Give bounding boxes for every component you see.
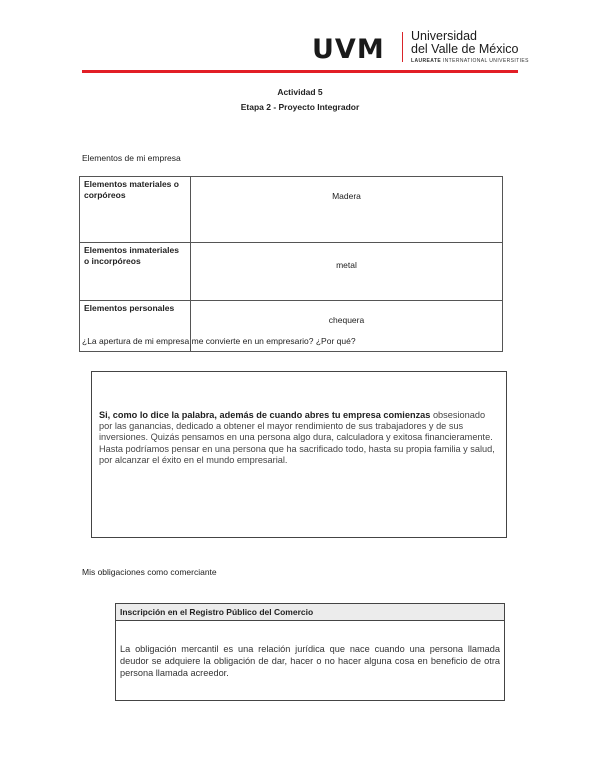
table-row bbox=[80, 177, 503, 243]
question-label: ¿La apertura de mi empresa me convierte en un empresario? ¿Por qué? bbox=[82, 336, 356, 346]
obligations-body: La obligación mercantil es una relación jurídica que nace cuando una persona llamada deudor se adquiere la obligación de dar, hacer o no hacer alguna cosa en beneficio de otra persona llamada acreedor. bbox=[120, 644, 500, 678]
logo-divider bbox=[402, 32, 403, 62]
logo-mark: UVM bbox=[312, 34, 385, 65]
obligations-box bbox=[115, 603, 505, 701]
answer-bold-text: Si, como lo dice la palabra, además de cuando abres tu empresa comienzas bbox=[99, 410, 431, 420]
obligations-heading: Inscripción en el Registro Público del Comercio bbox=[116, 604, 504, 621]
answer-box bbox=[91, 371, 507, 538]
header-rule bbox=[82, 70, 518, 73]
row-value: Madera bbox=[191, 177, 503, 243]
row-key: Elementos materiales o corpóreos bbox=[80, 177, 191, 243]
elements-table bbox=[79, 176, 503, 352]
document-subtitle: Etapa 2 - Proyecto Integrador bbox=[240, 102, 360, 112]
logo-university-name: Universidad del Valle de México bbox=[411, 29, 519, 56]
row-key: Elementos inmateriales o incorpóreos bbox=[80, 243, 191, 301]
section-label-obligations: Mis obligaciones como comerciante bbox=[82, 567, 217, 577]
answer-text: obsesionado por las ganancias, dedicado a obtener el mayor rendimiento de sus trabajadores y de sus inversiones. Quizás pensamos en una persona algo dura, calculadora y exitosa financieramente. Hasta podríamos pensar en una persona que ha sacrificado todo, hasta su propia familia y salud, por alcanzar el éxito en el mundo empresarial. bbox=[99, 410, 495, 465]
row-key: Elementos personales bbox=[80, 301, 191, 352]
table-row bbox=[80, 243, 503, 301]
logo-network: LAUREATE INTERNATIONAL UNIVERSITIES bbox=[411, 58, 529, 64]
section-label-elements: Elementos de mi empresa bbox=[82, 153, 181, 163]
document-title: Actividad 5 bbox=[277, 87, 323, 97]
row-value: chequera bbox=[191, 301, 503, 352]
uvm-logo bbox=[312, 28, 532, 68]
row-value: metal bbox=[191, 243, 503, 301]
